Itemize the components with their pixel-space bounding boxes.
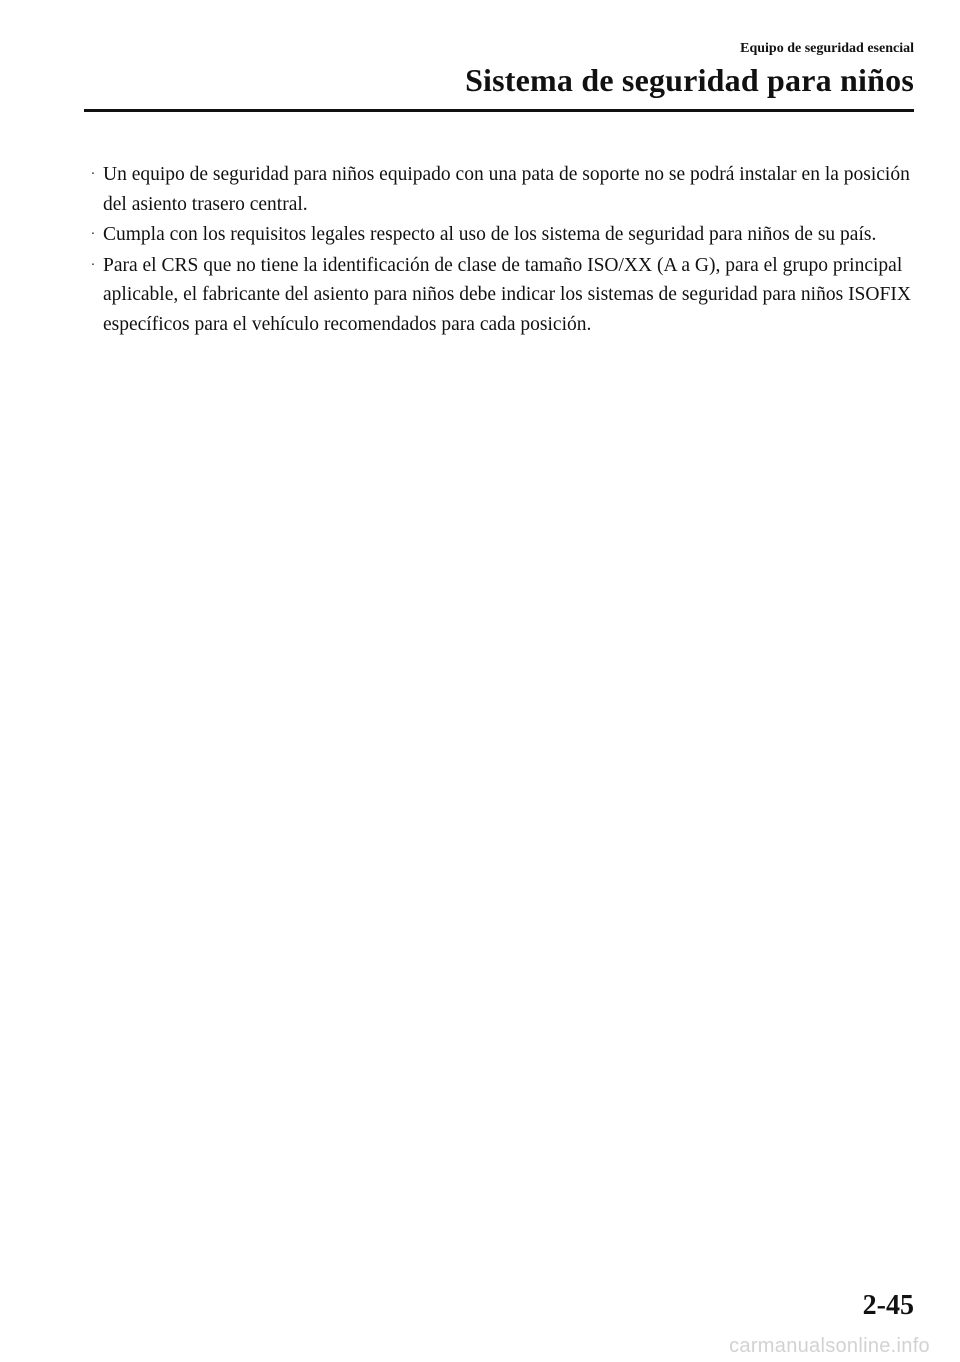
- bullet-text: Cumpla con los requisitos legales respecto al uso de los sistema de seguridad para niños de su país.: [103, 224, 877, 245]
- page-header: [84, 40, 914, 98]
- page-title: Sistema de seguridad para niños: [465, 62, 914, 98]
- header-rule: [84, 109, 914, 112]
- bullet-item: [88, 220, 914, 250]
- bullet-dot-icon: ·: [90, 257, 96, 273]
- watermark: carmanualsonline.info: [729, 1335, 930, 1357]
- bullet-item: [88, 160, 914, 219]
- section-label: Equipo de seguridad esencial: [740, 41, 914, 56]
- bullet-dot-icon: ·: [90, 227, 96, 242]
- bullet-item: [88, 251, 914, 340]
- bullet-text: Para el CRS que no tiene la identificación de clase de tamaño ISO/XX (A a G), para el grupo principal aplicable, el fabricante del asiento para niños debe indicar los sistemas de seguridad para niños ISOFIX específicos para el vehículo recomendados para cada posición.: [103, 254, 911, 335]
- bullet-text: Un equipo de seguridad para niños equipado con una pata de soporte no se podrá instalar en la posición del asiento trasero central.: [103, 164, 910, 215]
- page-number: 2-45: [862, 1290, 914, 1321]
- bullet-dot-icon: ·: [90, 167, 96, 182]
- bullet-list: [88, 160, 914, 340]
